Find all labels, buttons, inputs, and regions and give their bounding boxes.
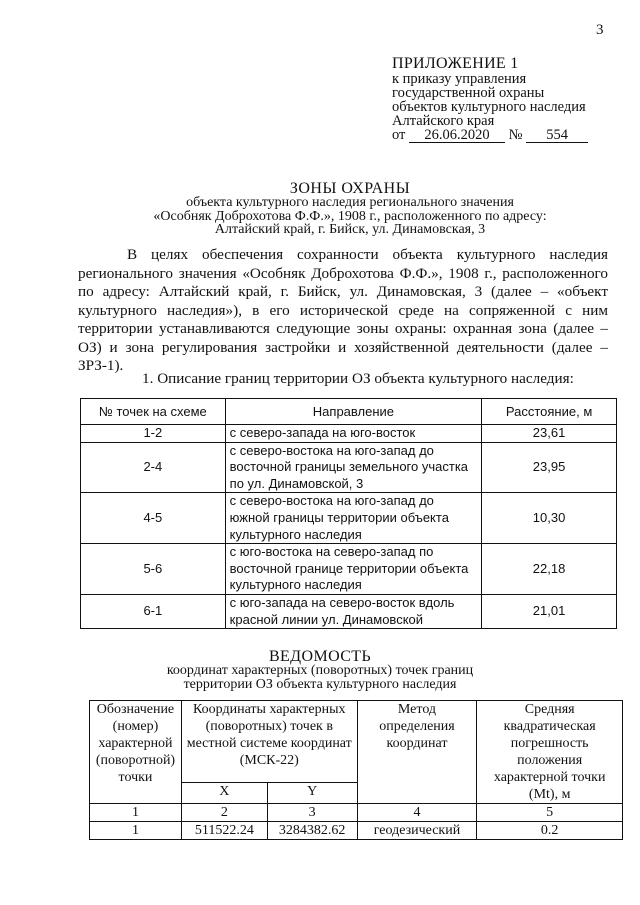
vedomost-subtitle bbox=[0, 664, 640, 692]
cell-method: геодезический bbox=[357, 822, 477, 840]
cell-point: 1 bbox=[90, 822, 182, 840]
cell-points: 2-4 bbox=[81, 442, 226, 493]
appendix-line: объектов культурного наследия bbox=[392, 99, 586, 115]
cell-direction: с северо-востока на юго-запад до южной границы территории объекта культурного наследия bbox=[225, 493, 481, 544]
table-row bbox=[81, 425, 617, 443]
cell-distance: 21,01 bbox=[482, 594, 617, 628]
table-row bbox=[81, 442, 617, 493]
header-direction: Направление bbox=[225, 399, 481, 425]
number-prefix: № bbox=[508, 127, 523, 143]
cell-points: 1-2 bbox=[81, 425, 226, 443]
order-date: 26.06.2020 bbox=[409, 128, 505, 143]
cell-points: 6-1 bbox=[81, 594, 226, 628]
zones-subtitle-line: «Особняк Доброхотова Ф.Ф.», 1908 г., расположенного по адресу: bbox=[153, 208, 547, 224]
header-method: Метод определения координат bbox=[357, 701, 477, 804]
appendix-line: к приказу управления bbox=[392, 71, 527, 87]
order-number: 554 bbox=[526, 128, 588, 143]
zones-subtitle-line: Алтайский край, г. Бийск, ул. Динамовская, 3 bbox=[214, 222, 486, 237]
cell-direction: с северо-востока на юго-запад до восточной границы земельного участка по ул. Динамовской, 3 bbox=[225, 442, 481, 493]
vedomost-subtitle-line: территории ОЗ объекта культурного наследия bbox=[183, 677, 457, 692]
zones-title: ЗОНЫ ОХРАНЫ bbox=[289, 180, 411, 197]
intro-paragraph: В целях обеспечения сохранности объекта культурного наследия регионального значения «Особняк Доброхотова Ф.Ф.», 1908 г., расположенного по адресу: Алтайский край, г. Бийск, ул. Динамовская, 3 (далее – «объект культурного наследия»), в его исторической среде на сопряженной с ним территории устанавливаются следующие зоны охраны: охранная зона (далее – ОЗ) и зона регулирования застройки и хозяйственной деятельности (далее – ЗРЗ-1). bbox=[78, 246, 608, 374]
cell-direction: с северо-запада на юго-восток bbox=[225, 425, 481, 443]
border-description-table bbox=[80, 398, 617, 629]
cell-points: 4-5 bbox=[81, 493, 226, 544]
cell-points: 5-6 bbox=[81, 544, 226, 595]
column-number: 3 bbox=[267, 804, 357, 822]
header-x: X bbox=[181, 782, 267, 803]
table-row bbox=[81, 594, 617, 628]
appendix-block bbox=[392, 55, 632, 143]
cell-distance: 23,61 bbox=[482, 425, 617, 443]
section-1-heading: 1. Описание границ территории ОЗ объекта культурного наследия: bbox=[142, 370, 574, 387]
header-coordinates: Координаты характерных (поворотных) точек в местной системе координат (МСК-22) bbox=[181, 701, 357, 783]
vedomost-title: ВЕДОМОСТЬ bbox=[268, 648, 372, 665]
header-y: Y bbox=[267, 782, 357, 803]
column-number: 2 bbox=[181, 804, 267, 822]
cell-y: 3284382.62 bbox=[267, 822, 357, 840]
column-number: 4 bbox=[357, 804, 477, 822]
header-error: Средняя квадратическая погрешность положения характерной точки (Mt), м bbox=[477, 701, 623, 804]
appendix-line: государственной охраны bbox=[392, 85, 545, 101]
cell-error: 0.2 bbox=[477, 822, 623, 840]
page-number: 3 bbox=[596, 22, 604, 38]
cell-direction: с юго-востока на северо-запад по восточной границе территории объекта культурного наследия bbox=[225, 544, 481, 595]
appendix-title: ПРИЛОЖЕНИЕ 1 bbox=[392, 55, 519, 72]
cell-distance: 23,95 bbox=[482, 442, 617, 493]
header-distance: Расстояние, м bbox=[482, 399, 617, 425]
vedomost-subtitle-line: координат характерных (поворотных) точек границ bbox=[166, 663, 474, 678]
header-designation: Обозначение (номер) характерной (поворотной) точки bbox=[90, 701, 182, 804]
table-row bbox=[81, 493, 617, 544]
cell-x: 511522.24 bbox=[181, 822, 267, 840]
appendix-line: Алтайского края bbox=[392, 113, 495, 129]
header-points: № точек на схеме bbox=[81, 399, 226, 425]
cell-distance: 22,18 bbox=[482, 544, 617, 595]
cell-direction: с юго-запада на северо-восток вдоль красной линии ул. Динамовской bbox=[225, 594, 481, 628]
table-header-row bbox=[90, 701, 623, 783]
appendix-date-line bbox=[392, 128, 632, 143]
coordinates-table bbox=[89, 700, 623, 840]
table-row bbox=[90, 822, 623, 840]
cell-distance: 10,30 bbox=[482, 493, 617, 544]
table-row bbox=[81, 544, 617, 595]
column-number-row bbox=[90, 804, 623, 822]
column-number: 5 bbox=[477, 804, 623, 822]
zones-subtitle bbox=[60, 196, 640, 237]
column-number: 1 bbox=[90, 804, 182, 822]
date-prefix: от bbox=[392, 127, 406, 143]
table-header-row bbox=[81, 399, 617, 425]
zones-subtitle-line: объекта культурного наследия регионального значения bbox=[186, 195, 514, 210]
